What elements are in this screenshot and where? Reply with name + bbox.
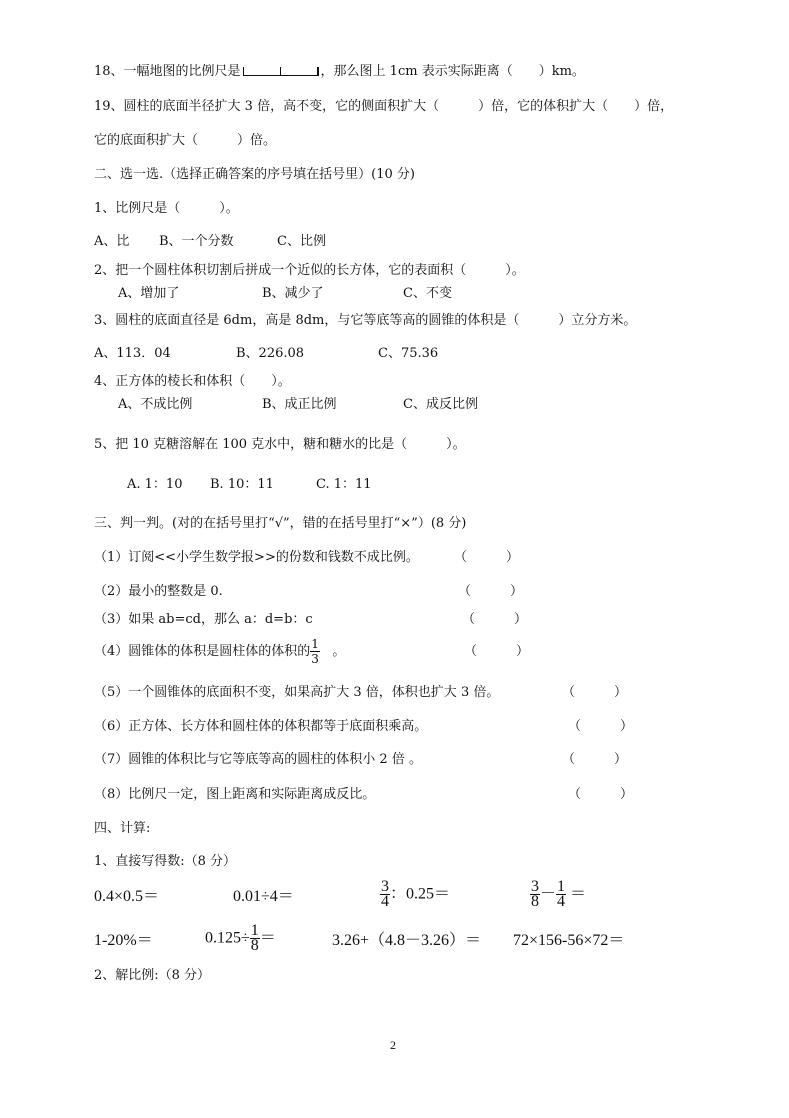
- scale-bar-icon: [243, 67, 319, 76]
- choice-question-4: 4、正方体的棱长和体积（ ）。: [94, 374, 291, 389]
- calc-r2-c1: 1-20%＝: [94, 932, 153, 949]
- judge-item-4: [94, 637, 345, 671]
- judge-item-2-paren: （ ）: [458, 584, 524, 599]
- calc-subtitle-proportion: 2、解比例:（8 分）: [94, 968, 211, 983]
- calc-r2-c2: 0.125÷ $\frac{1}{8}$ ＝: [205, 922, 276, 954]
- question-18: [94, 64, 585, 80]
- judge-item-4-tail: 。: [332, 644, 346, 659]
- judge-item-2: （2）最小的整数是 0.: [94, 584, 223, 599]
- fraction-one-fourth: $\frac{1}{4}$: [557, 878, 566, 910]
- judge-item-8-paren: （ ）: [568, 787, 634, 802]
- judge-item-3: （3）如果 ab=cd，那么 a：d=b：c: [94, 612, 313, 627]
- judge-item-8: （8）比例尺一定，图上距离和实际距离成反比。: [94, 787, 376, 802]
- judge-item-4-paren: （ ）: [464, 644, 530, 659]
- calc-r2-c3: 3.26+（4.8－3.26）＝: [332, 932, 482, 949]
- fraction-one-third: $\frac{1}{3}$: [311, 637, 319, 666]
- question-18-text-a: 18、一幅地图的比例尺是: [94, 64, 241, 79]
- choice-q1-option-b: B、一个分数: [159, 234, 234, 249]
- choice-q1-option-a: A、比: [94, 234, 130, 249]
- judge-item-3-paren: （ ）: [462, 612, 528, 627]
- calc-subtitle-direct: 1、直接写得数:（8 分）: [94, 854, 237, 869]
- question-18-text-b: ，那么图上 1cm 表示实际距离（ ）km。: [320, 64, 585, 79]
- choice-question-2: 2、把一个圆柱体积切割后拼成一个近似的长方体，它的表面积（ ）。: [94, 263, 525, 278]
- fraction-three-eighths: $\frac{3}{8}$: [531, 878, 539, 910]
- choice-q4-option-a: A、不成比例: [118, 397, 193, 412]
- fraction-three-fourths: $\frac{3}{4}$: [381, 878, 389, 910]
- choice-q4-option-b: B、成正比例: [262, 397, 337, 412]
- choice-question-1: 1、比例尺是（ ）。: [94, 201, 239, 216]
- judge-item-7-paren: （ ）: [562, 752, 628, 767]
- section-4-title: 四、计算:: [94, 821, 151, 836]
- judge-item-6-paren: （ ）: [568, 719, 634, 734]
- judge-item-7: （7）圆锥的体积比与它等底等高的圆柱的体积小 2 倍 。: [94, 752, 422, 767]
- choice-q2-option-b: B、减少了: [262, 286, 324, 301]
- calc-r1-c2: 0.01÷4＝: [233, 888, 294, 905]
- judge-item-6: （6）正方体、长方体和圆柱体的体积都等于底面积乘高。: [94, 719, 428, 734]
- choice-q2-option-c: C、不变: [403, 286, 452, 301]
- choice-q5-option-c: C. 1：11: [316, 477, 372, 492]
- choice-question-3: 3、圆柱的底面直径是 6dm，高是 8dm，与它等底等高的圆锥的体积是（ ）立分方米。: [94, 313, 637, 328]
- choice-q4-option-c: C、成反比例: [403, 397, 478, 412]
- section-3-title: 三、判一判。(对的在括号里打“√”，错的在括号里打“×”）(8 分): [94, 516, 467, 531]
- calc-r2-c4: 72×156-56×72＝: [513, 932, 625, 949]
- judge-item-1: （1）订阅<<小学生数学报>>的份数和钱数不成比例。: [94, 550, 419, 565]
- choice-question-5: 5、把 10 克糖溶解在 100 克水中，糖和糖水的比是（ ）。: [94, 437, 466, 452]
- section-2-title: 二、选一选.（选择正确答案的序号填在括号里）(10 分): [94, 167, 415, 182]
- judge-item-1-paren: （ ）: [454, 550, 520, 565]
- calc-r1-c4: $\frac{3}{8}$ － $\frac{1}{4}$ ＝: [531, 878, 587, 910]
- choice-q1-option-c: C、比例: [277, 234, 326, 249]
- choice-q5-option-b: B. 10：11: [210, 477, 274, 492]
- choice-q3-option-c: C、75.36: [378, 346, 439, 361]
- choice-q3-option-b: B、226.08: [236, 346, 305, 361]
- choice-q2-option-a: A、增加了: [118, 286, 180, 301]
- choice-q5-option-a: A. 1：10: [127, 477, 183, 492]
- fraction-one-eighth: $\frac{1}{8}$: [250, 922, 259, 954]
- judge-item-5-paren: （ ）: [562, 685, 628, 700]
- judge-item-4-text: （4）圆锥体的体积是圆柱体的体积的: [94, 644, 311, 659]
- question-19-line-1: 19、圆柱的底面半径扩大 3 倍，高不变，它的侧面积扩大（ ）倍，它的体积扩大（ ）倍，: [94, 99, 674, 114]
- choice-q3-option-a: A、113．04: [94, 346, 171, 361]
- page-number: 2: [390, 1038, 396, 1052]
- judge-item-5: （5）一个圆锥体的底面积不变，如果高扩大 3 倍，体积也扩大 3 倍。: [94, 685, 500, 700]
- question-19-line-2: 它的底面积扩大（ ）倍。: [94, 133, 277, 148]
- calc-r1-c3: $\frac{3}{4}$ ：0.25＝: [381, 878, 451, 910]
- calc-r1-c1: 0.4×0.5＝: [94, 888, 160, 905]
